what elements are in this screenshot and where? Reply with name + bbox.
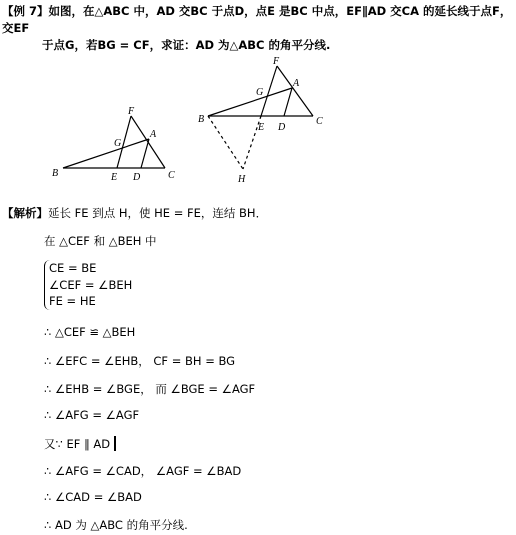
proof-step-4: ∴ ∠AFG = ∠AGF	[44, 408, 140, 422]
fig2-label-e: E	[258, 122, 265, 133]
fig1-label-c: C	[168, 170, 175, 181]
fig2-segment-ba	[208, 88, 292, 116]
fig2-segment-fe	[261, 66, 277, 116]
fig2-label-b: B	[198, 114, 205, 125]
figure-2-labels	[198, 56, 323, 185]
proof-step-5-line	[44, 436, 116, 452]
fig1-label-d: D	[133, 172, 141, 183]
fig2-label-d: D	[278, 122, 286, 133]
analysis-head: 【解析】	[2, 206, 48, 220]
fig1-label-f: F	[128, 106, 135, 117]
in-triangles-line: 在 △CEF 和 △BEH 中	[44, 234, 157, 248]
system-line-3: FE = HE	[49, 294, 96, 308]
analysis-header-line	[2, 205, 267, 221]
problem-text-2: 于点G，若BG = CF，求证：AD 为△ABC 的角平分线.	[42, 38, 331, 52]
fig1-label-b: B	[52, 168, 59, 179]
fig2-segment-ad	[284, 88, 292, 116]
proof-step-3: ∴ ∠EHB = ∠BGE， 而 ∠BGE = ∠AGF	[44, 382, 256, 396]
fig2-label-a: A	[293, 78, 300, 89]
problem-tag: 【例 7】	[2, 4, 49, 18]
fig2-segment-bh	[208, 116, 243, 169]
proof-step-6: ∴ ∠AFG = ∠CAD， ∠AGF = ∠BAD	[44, 464, 242, 478]
proof-step-2: ∴ ∠EFC = ∠EHB， CF = BH = BG	[44, 354, 236, 368]
geometry-figures	[0, 0, 516, 200]
fig1-label-g: G	[114, 138, 122, 149]
fig2-label-f: F	[273, 56, 280, 67]
congruence-system	[44, 260, 132, 310]
fig1-label-a: A	[150, 129, 157, 140]
fig2-label-c: C	[316, 116, 323, 127]
fig2-label-g: G	[256, 87, 264, 98]
system-line-1: CE = BE	[49, 261, 97, 275]
fig1-label-e: E	[111, 172, 118, 183]
fig2-label-h: H	[238, 174, 246, 185]
problem-text-1: 如图，在△ABC 中，AD 交BC 于点D，点E 是BC 中点，EF∥AD 交CA 的延长线于点F，交EF	[2, 4, 512, 35]
fig1-segment-ba	[63, 139, 149, 168]
fig1-segment-ad	[141, 139, 149, 168]
analysis-intro: 延长 FE 到点 H，使 HE = FE，连结 BH．	[48, 206, 268, 220]
figure-1-labels	[52, 106, 175, 183]
proof-step-7: ∴ ∠CAD = ∠BAD	[44, 490, 142, 504]
text-cursor	[114, 436, 116, 451]
proof-step-8: ∴ AD 为 △ABC 的角平分线.	[44, 518, 188, 532]
system-line-2: ∠CEF = ∠BEH	[49, 277, 133, 292]
proof-step-1: ∴ △CEF ≌ △BEH	[44, 325, 136, 339]
proof-step-5: 又∵ EF ∥ AD	[44, 437, 111, 451]
